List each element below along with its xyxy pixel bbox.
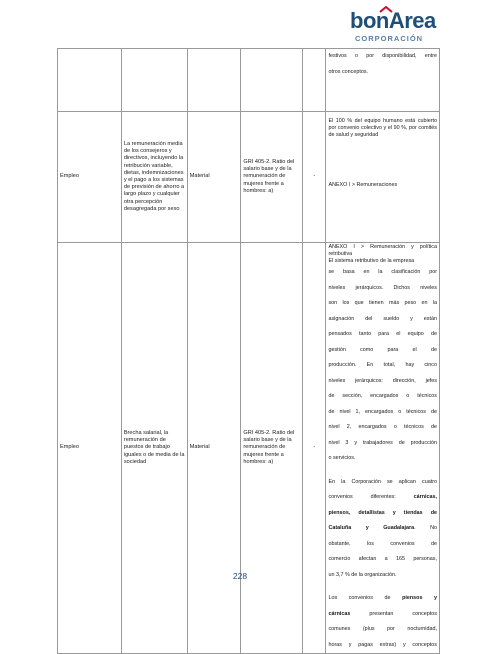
text-span: En la Corporación se aplican cuatro [328,478,437,485]
text-line: asignación del sueldo y están [328,315,437,322]
table-row [58,49,440,112]
text-line [328,638,437,654]
text-line [328,552,437,568]
text-line: producción. En total, hay cinco [328,362,437,368]
text-line [328,506,437,522]
table-row [58,112,440,243]
text-line: nivel 3 y trabajadores de producción [328,439,437,446]
annex-reference: ANEXO I > Remuneración y política retributiva [328,244,437,257]
cell-reference [326,243,440,654]
text-line: de sección, encargados o técnicos [328,393,437,399]
text-line [328,537,437,553]
text-span: Los convenios de [328,595,403,601]
text-span: comunes (plus por nocturnidad, [328,626,437,632]
text-line [328,521,437,537]
text-line: niveles jerárquicos: dirección, jefes [328,377,437,384]
text-span: obstante, los convenios de [328,540,437,547]
cell-requirement: Brecha salarial, la remuneración de puestos de trabajo iguales o de media de la sociedad [121,243,187,654]
cell-dash: - [303,112,326,243]
cell-requirement [121,49,187,112]
logo-subtitle: CORPORACIÓN [355,34,424,43]
cell-materiality: Material [187,243,241,654]
indicators-table [57,48,440,654]
text-line [328,591,437,607]
cell-dash: - [303,243,326,654]
text-line: El sistema retributivo de la empresa [328,258,415,264]
text-line: nivel 2, encargados o técnicos de [328,424,437,430]
cell-materiality [187,49,241,112]
text-line: se basa en la clasificación por [328,269,437,275]
cell-area: Empleo [58,243,122,654]
cell-reference [326,112,440,243]
cell-requirement: La remuneración media de los consejeros y directivos, incluyendo la retribución variable, dietas, indemnizaciones y el pago a los sistemas de previsión de ahorro a largo plazo y cualquier otra percepción desagregada por sexo [121,112,187,243]
text-line: son los que tienen más peso en la [328,300,437,306]
text-span: . No [414,525,438,531]
text-line [328,475,437,491]
text-paragraph: El 100 % del equipo humano está cubierto por convenio colectivo y el 90 %, por comités de salud y seguridad [328,118,437,138]
text-span: convenios diferentes: [328,494,414,500]
text-line: gestión como para el de [328,346,437,353]
cell-dash [303,49,326,112]
paragraph-agreements [328,475,437,584]
bonarea-logo [350,10,460,44]
cell-gri [241,49,303,112]
emphasis-text: piensos y [402,595,437,601]
cell-gri: GRI 405-2. Ratio del salario base y de la remuneración de mujeres frente a hombres: a) [241,243,303,654]
cell-gri: GRI 405-2. Ratio del salario base y de la remuneración de mujeres frente a hombres: a) [241,112,303,243]
cell-area [58,49,122,112]
emphasis-text: cárnicas [328,610,351,617]
text-line [328,490,437,506]
text-line [328,622,437,638]
text-span: comercio afectan a 165 personas, [328,556,437,562]
paragraph-concepts [328,591,437,653]
text-line: niveles jerárquicos. Dichos niveles [328,284,437,291]
paragraph-levels [328,265,437,467]
text-line: o servicios. [328,455,356,461]
text-line [328,607,437,623]
emphasis-text: cárnicas, [413,494,437,500]
text-span: un 3,7 % de la organización. [328,571,397,578]
text-line: festivos o por disponibilidad, entre [328,53,437,59]
emphasis-text: Cataluña y Guadalajara [328,525,415,531]
text-line: pensados tanto para el equipo de [328,331,437,337]
cell-area: Empleo [58,112,122,243]
text-span: horas y pagas extras) y conceptos [328,641,437,648]
cell-materiality: Material [187,112,241,243]
text-line: de nivel 1, encargados o técnicos de [328,408,437,415]
logo-accent-icon [379,6,393,14]
logo-wordmark: bonArea [350,8,436,33]
annex-reference: ANEXO I > Remuneraciones [328,182,398,188]
emphasis-text: piensos, detallistas y tiendas de [328,509,437,516]
text-span: presentan conceptos [350,610,437,617]
page-number: 228 [232,571,248,581]
text-line: otros conceptos. [328,68,369,75]
cell-reference [326,49,440,112]
table-row [58,243,440,654]
